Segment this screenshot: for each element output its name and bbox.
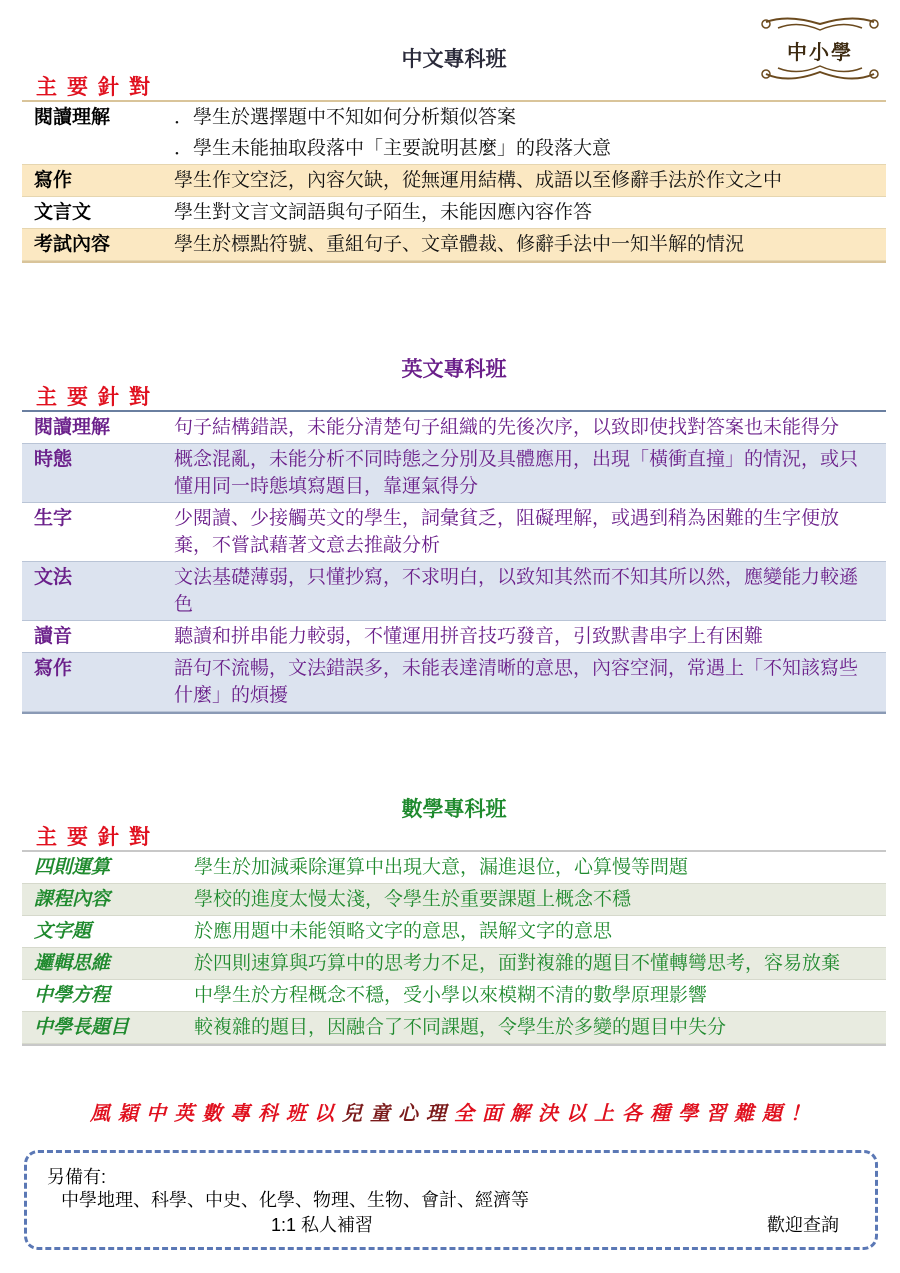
- table-row: [22, 102, 886, 165]
- extra-welcome: 歡迎查詢: [767, 1215, 839, 1235]
- row-text: 學生於加減乘除運算中出現大意，漏進退位，心算慢等問題: [194, 856, 689, 878]
- english-section: [22, 354, 886, 714]
- row-text-line: ．學生於選擇題中不知如何分析類似答案: [174, 106, 517, 128]
- row-text: 於應用題中未能領略文字的意思，誤解文字的意思: [194, 920, 613, 942]
- row-label: 文字題: [34, 920, 92, 942]
- row-text: 學生對文言文詞語與句子陌生，未能因應內容作答: [174, 201, 593, 223]
- row-text: [174, 102, 886, 164]
- row-label: 課程內容: [34, 888, 111, 910]
- row-label: 寫作: [34, 169, 73, 191]
- chinese-subtitle: 主要針對: [36, 75, 160, 99]
- slogan-highlight: 兒童心理: [342, 1101, 454, 1125]
- table-row: [22, 412, 886, 444]
- row-label: 閱讀理解: [34, 416, 111, 438]
- english-title: 英文專科班: [401, 357, 507, 381]
- chinese-section: [22, 44, 886, 263]
- slogan: [22, 1097, 886, 1126]
- row-label: 中學方程: [34, 984, 111, 1006]
- row-text: 語句不流暢，文法錯誤多，未能表達清晰的意思，內容空洞，常遇上「不知該寫些什麼」的煩擾: [174, 657, 859, 706]
- row-text: 中學生於方程概念不穩，受小學以來模糊不清的數學原理影響: [194, 984, 708, 1006]
- row-label: 邏輯思維: [34, 952, 111, 974]
- chinese-table: [22, 100, 886, 263]
- chinese-title: 中文專科班: [401, 47, 507, 71]
- row-label: 時態: [34, 448, 73, 470]
- table-row: [22, 503, 886, 562]
- row-text-line: ．學生未能抽取段落中「主要說明甚麼」的段落大意: [174, 137, 612, 159]
- slogan-after: 全面解決以上各種學習難題！: [454, 1101, 818, 1125]
- extra-info-box: [24, 1150, 878, 1250]
- table-row: [22, 621, 886, 653]
- table-row: [22, 165, 886, 197]
- table-row: [22, 948, 886, 980]
- math-title: 數學專科班: [401, 797, 507, 821]
- table-row: [22, 562, 886, 621]
- row-label: 四則運算: [34, 856, 111, 878]
- table-row: [22, 980, 886, 1012]
- extra-tutoring: 1:1 私人補習: [271, 1215, 374, 1235]
- row-text: 學生於標點符號、重組句子、文章體裁、修辭手法中一知半解的情況: [174, 233, 745, 255]
- row-text: 學生作文空泛，內容欠缺，從無運用結構、成語以至修辭手法於作文之中: [174, 169, 783, 191]
- row-label: 生字: [34, 507, 73, 529]
- table-row: [22, 884, 886, 916]
- row-text: 文法基礎薄弱，只懂抄寫，不求明白，以致知其然而不知其所以然，應變能力較遜色: [174, 566, 859, 615]
- table-row: [22, 229, 886, 261]
- table-row: [22, 653, 886, 712]
- english-subtitle: 主要針對: [36, 385, 160, 409]
- extra-subjects: 中學地理、科學、中史、化學、物理、生物、會計、經濟等: [61, 1190, 529, 1210]
- badge-label: 中小學: [787, 40, 853, 64]
- table-row: [22, 1012, 886, 1044]
- row-text: 句子結構錯誤，未能分清楚句子組織的先後次序，以致即使找對答案也未能得分: [174, 416, 840, 438]
- table-row: [22, 444, 886, 503]
- math-subtitle: 主要針對: [36, 825, 160, 849]
- row-text: 聽讀和拼串能力較弱，不懂運用拼音技巧發音，引致默書串字上有困難: [174, 625, 764, 647]
- row-text: 概念混亂，未能分析不同時態之分別及具體應用，出現「橫衝直撞」的情況，或只懂用同一時態填寫題目，靠運氣得分: [174, 448, 859, 497]
- table-row: [22, 916, 886, 948]
- row-label: 文言文: [34, 201, 92, 223]
- row-label: 讀音: [34, 625, 73, 647]
- table-row: [22, 197, 886, 229]
- row-text: 學校的進度太慢太淺，令學生於重要課題上概念不穩: [194, 888, 632, 910]
- math-table: [22, 850, 886, 1046]
- row-label: 中學長題目: [34, 1016, 130, 1038]
- row-label: 文法: [34, 566, 73, 588]
- table-row: [22, 852, 886, 884]
- row-label: 寫作: [34, 657, 73, 679]
- extra-heading: 另備有:: [47, 1167, 107, 1187]
- row-label: 閱讀理解: [34, 106, 111, 128]
- row-text: 於四則速算與巧算中的思考力不足，面對複雜的題目不懂轉彎思考，容易放棄: [194, 952, 841, 974]
- slogan-before: 風穎中英數專科班以: [90, 1101, 342, 1125]
- math-section: [22, 794, 886, 1046]
- row-text: 較複雜的題目，因融合了不同課題，令學生於多變的題目中失分: [194, 1016, 727, 1038]
- row-text: 少閱讀、少接觸英文的學生，詞彙貧乏，阻礙理解，或遇到稍為困難的生字便放棄，不嘗試藉著文意去推敲分析: [174, 507, 840, 556]
- english-table: [22, 410, 886, 714]
- row-label: 考試內容: [34, 233, 111, 255]
